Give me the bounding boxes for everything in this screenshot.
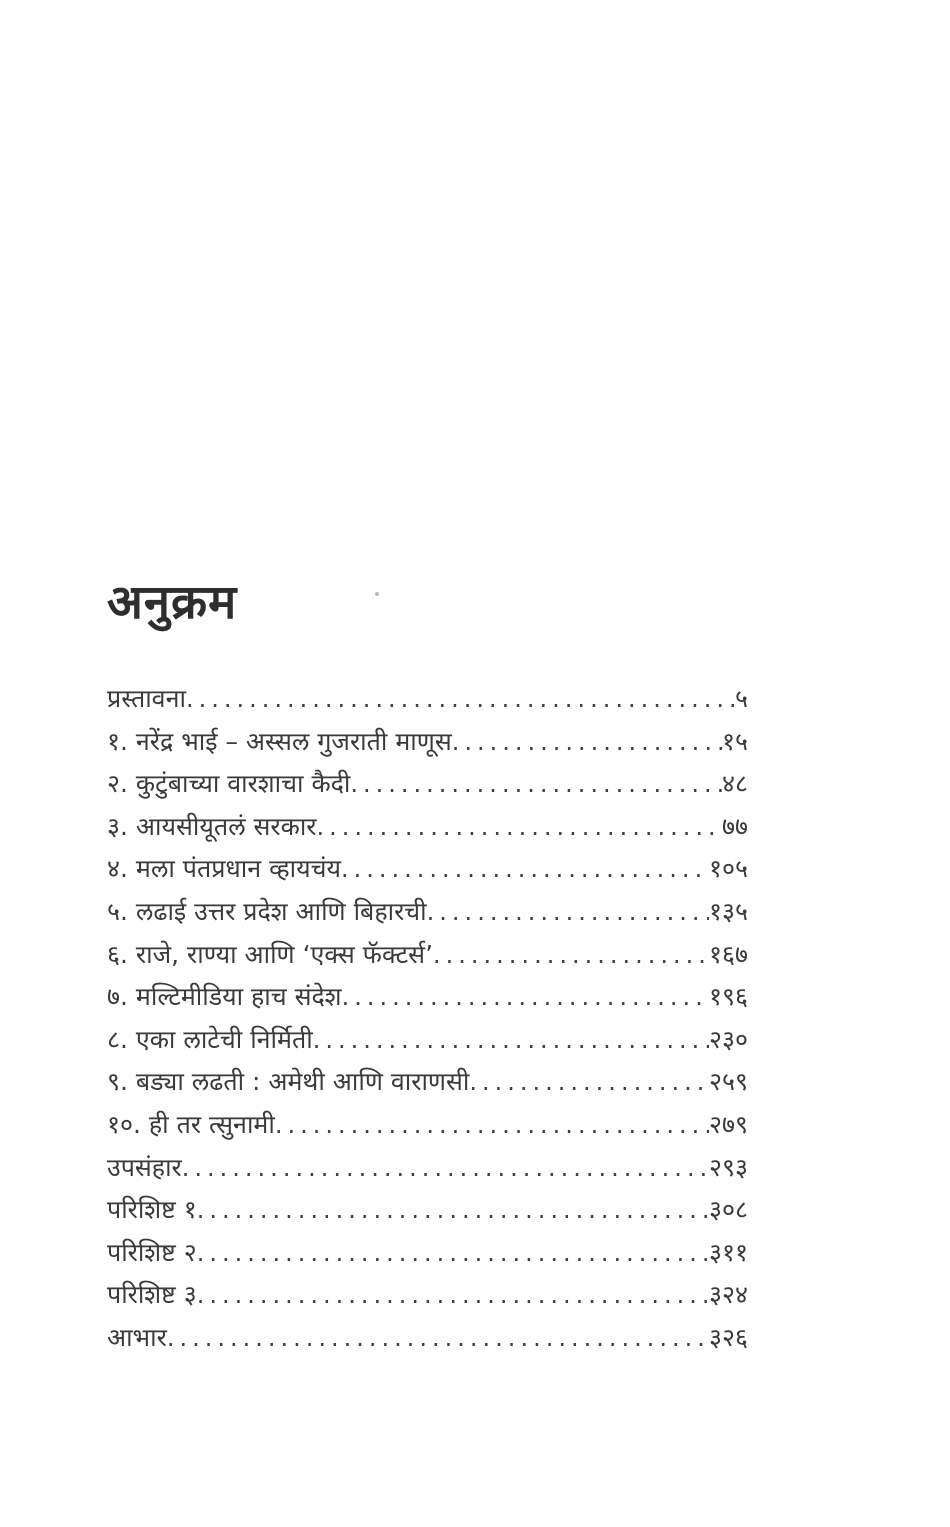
toc-entry-label: ८. एका लाटेची निर्मिती	[107, 1024, 313, 1054]
toc-entry	[107, 1150, 748, 1193]
toc-entry	[107, 1192, 748, 1235]
toc-entry	[107, 851, 748, 894]
toc-entry	[107, 1320, 748, 1363]
toc-entry-label: ७. मल्टिमीडिया हाच संदेश	[107, 982, 342, 1012]
toc-entry-label: ६. राजे, राण्या आणि ‘एक्स फॅक्टर्स’	[107, 939, 434, 969]
toc-entry-label: प्रस्तावना	[107, 684, 186, 713]
toc-entry-page: ४८	[721, 769, 748, 799]
toc-entry-page: ३२४	[708, 1280, 748, 1310]
dot-leader	[469, 1067, 709, 1096]
toc-entry-label: परिशिष्ट १	[107, 1195, 197, 1225]
toc-entry	[107, 937, 748, 980]
toc-entry-label: ४. मला पंतप्रधान व्हायचंय	[107, 854, 341, 884]
dot-leader	[427, 897, 709, 926]
dot-leader	[452, 727, 722, 756]
dot-leader	[186, 684, 735, 713]
toc-entry-page: १०५	[708, 854, 748, 884]
toc-entry-page: ७७	[721, 811, 748, 841]
dot-leader	[317, 812, 722, 841]
dot-leader	[197, 1238, 709, 1267]
toc-entry	[107, 1107, 748, 1150]
toc-entry	[107, 1022, 748, 1065]
dot-leader	[342, 982, 709, 1011]
dot-leader	[313, 1025, 709, 1054]
toc-entry-label: उपसंहार	[107, 1152, 182, 1182]
toc-entry-page: ३०८	[708, 1195, 748, 1225]
toc-entry	[107, 1064, 748, 1107]
toc-entry	[107, 979, 748, 1022]
toc-entry	[107, 1277, 748, 1320]
toc-entry	[107, 724, 748, 767]
dot-leader	[197, 1195, 709, 1224]
toc-entry-page: ३२६	[708, 1322, 748, 1352]
toc-entry	[107, 681, 748, 724]
dot-leader	[341, 854, 709, 883]
toc-entry-page: ५	[734, 684, 748, 713]
toc-entry-page: १५	[721, 726, 748, 756]
dot-leader	[350, 769, 722, 798]
toc-entry	[107, 766, 748, 809]
dot-leader	[275, 1110, 709, 1139]
dot-leader	[197, 1280, 709, 1309]
scan-speck	[375, 592, 379, 596]
toc-entry-page: २९३	[708, 1152, 748, 1182]
toc-entry-label: ३. आयसीयूतलं सरकार	[107, 811, 317, 841]
toc-entry	[107, 809, 748, 852]
toc-entry-label: २. कुटुंबाच्या वारशाचा कैदी	[107, 769, 351, 799]
toc-entry-page: १६७	[708, 939, 748, 969]
toc-entry-page: २३०	[708, 1024, 748, 1054]
page-title: अनुक्रम	[107, 575, 238, 630]
toc-entry-label: १. नरेंद्र भाई – अस्सल गुजराती माणूस	[107, 726, 452, 756]
toc-entry-label: परिशिष्ट ३	[107, 1280, 197, 1310]
table-of-contents	[107, 681, 748, 1363]
dot-leader	[182, 1153, 709, 1182]
toc-entry-page: ३११	[708, 1237, 748, 1267]
toc-entry	[107, 894, 748, 937]
dot-leader	[167, 1323, 709, 1352]
toc-entry-page: २७९	[708, 1109, 748, 1139]
toc-entry-label: परिशिष्ट २	[107, 1237, 197, 1267]
toc-entry-label: ५. लढाई उत्तर प्रदेश आणि बिहारची	[107, 896, 427, 926]
toc-entry-page: २५९	[708, 1067, 748, 1097]
dot-leader	[433, 940, 709, 969]
toc-entry-page: १३५	[708, 896, 748, 926]
toc-entry-label: आभार	[107, 1322, 167, 1352]
toc-entry-label: ९. बड्या लढती : अमेथी आणि वाराणसी	[107, 1067, 470, 1097]
toc-entry-page: १९६	[708, 982, 748, 1012]
toc-entry-label: १०. ही तर त्सुनामी	[107, 1109, 275, 1139]
toc-entry	[107, 1235, 748, 1278]
